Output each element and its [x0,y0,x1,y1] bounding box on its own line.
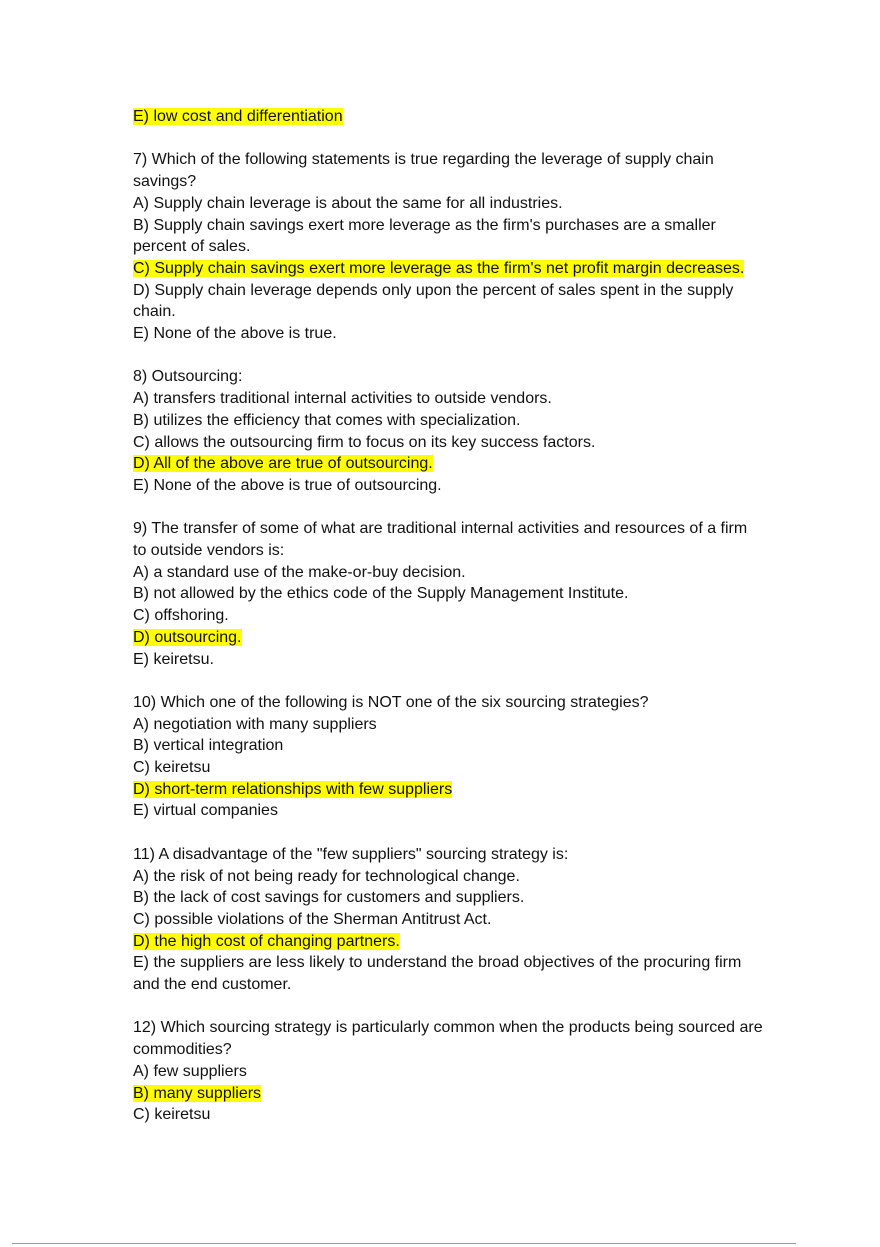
option-b: B) not allowed by the ethics code of the Supply Management Institute. [133,585,629,603]
option-a: A) the risk of not being ready for technological change. [133,867,520,885]
question-11 [133,844,763,996]
question-10 [133,692,763,822]
option-b [133,1083,763,1105]
option-b: B) vertical integration [133,737,284,755]
option-a: A) transfers traditional internal activities to outside vendors. [133,390,552,408]
question-7 [133,149,763,344]
spacer [133,822,763,844]
prev-answer-line [133,106,763,128]
spacer [133,670,763,692]
option-d [133,627,763,649]
document-page [133,106,768,1126]
option-a: A) Supply chain leverage is about the same for all industries. [133,194,563,212]
option-b: B) utilizes the efficiency that comes with specialization. [133,411,521,429]
option-e: E) None of the above is true of outsourcing. [133,476,442,494]
question-stem: 11) A disadvantage of the "few suppliers" sourcing strategy is: [133,845,569,863]
highlighted-answer: E) low cost and differentiation [133,108,343,125]
option-d [133,453,763,475]
highlighted-answer: D) short-term relationships with few suppliers [133,780,453,798]
option-e: E) the suppliers are less likely to understand the broad objectives of the procuring firm and the end customer. [133,954,746,994]
highlighted-answer: B) many suppliers [133,1084,262,1102]
highlighted-answer: D) outsourcing. [133,628,242,646]
highlighted-answer: C) Supply chain savings exert more leverage as the firm's net profit margin decreases. [133,259,745,277]
option-c [133,258,763,280]
spacer [133,996,763,1018]
option-d: D) Supply chain leverage depends only upon the percent of sales spent in the supply chain. [133,281,738,321]
option-c: C) keiretsu [133,759,211,777]
question-stem: 7) Which of the following statements is true regarding the leverage of supply chain savings? [133,151,719,191]
option-d [133,931,763,953]
option-b: B) the lack of cost savings for customers and suppliers. [133,889,525,907]
highlighted-answer: D) the high cost of changing partners. [133,932,400,950]
question-stem: 8) Outsourcing: [133,368,243,386]
option-b: B) Supply chain savings exert more leverage as the firm's purchases are a smaller percent of sales. [133,216,721,256]
option-c: C) allows the outsourcing firm to focus on its key success factors. [133,433,596,451]
option-e: E) virtual companies [133,802,278,820]
option-a: A) few suppliers [133,1062,247,1080]
page-bottom-divider [12,1243,796,1244]
option-d [133,779,763,801]
option-e: E) keiretsu. [133,650,214,668]
option-c: C) offshoring. [133,607,229,625]
question-stem: 12) Which sourcing strategy is particularly common when the products being sourced are commodities? [133,1019,768,1059]
question-12 [133,1017,768,1126]
question-9 [133,518,763,670]
question-8 [133,366,763,496]
option-c: C) possible violations of the Sherman Antitrust Act. [133,910,492,928]
spacer [133,497,763,519]
option-a: A) a standard use of the make-or-buy decision. [133,563,466,581]
question-stem: 9) The transfer of some of what are traditional internal activities and resources of a firm to outside vendors is: [133,520,752,560]
option-a: A) negotiation with many suppliers [133,715,377,733]
option-e: E) None of the above is true. [133,325,337,343]
spacer [133,128,763,150]
highlighted-answer: D) All of the above are true of outsourcing. [133,455,433,473]
option-c: C) keiretsu [133,1106,211,1124]
question-stem: 10) Which one of the following is NOT one of the six sourcing strategies? [133,693,649,711]
spacer [133,345,763,367]
